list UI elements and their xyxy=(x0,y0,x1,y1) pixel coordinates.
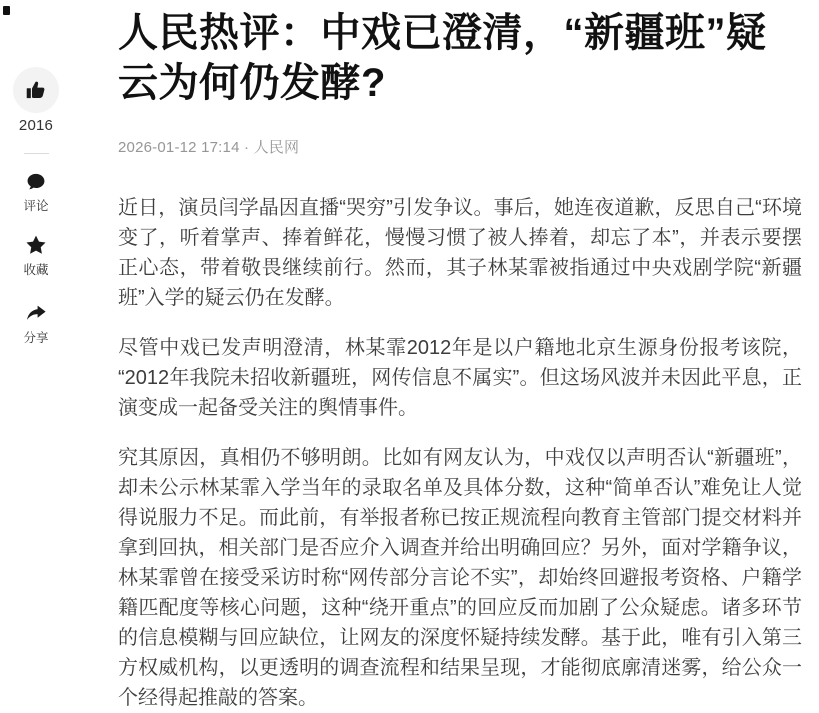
favorite-button[interactable] xyxy=(12,233,60,278)
article-meta: 2026-01-12 17:14 · 人民网 xyxy=(118,139,300,156)
paragraph: 近日，演员闫学晶因直播“哭穷”引发争议。事后，她连夜道歉，反思自己“环境变了，听着掌声、捧着鲜花，慢慢习惯了被人捧着，却忘了本”，并表示要摆正心态，带着敬畏继续前行。然而，其子林某霏被指通过中央戏剧学院“新疆班”入学的疑云仍在发酵。 xyxy=(118,197,802,309)
like-count: 2016 xyxy=(18,117,54,134)
share-label: 分享 xyxy=(23,331,49,345)
like-button[interactable] xyxy=(13,67,59,113)
rail-divider xyxy=(24,153,49,154)
share-button[interactable] xyxy=(12,301,60,346)
paragraph: 究其原因，真相仍不够明朗。比如有网友认为，中戏仅以声明否认“新疆班”，却未公示林某霏入学当年的录取名单及具体分数，这种“简单否认”难免让人觉得说服力不足。而此前，有举报者称已按正规流程向教育主管部门提交材料并拿到回执，相关部门是否应介入调查并给出明确回应？另外，面对学籍争议，林某霏曾在接受采访时称“网传部分言论不实”，却始终回避报考资格、户籍学籍匹配度等核心问题，这种“绕开重点”的回应反而加剧了公众疑虑。诸多环节的信息模糊与回应缺位，让网友的深度怀疑持续发酵。基于此，唯有引入第三方权威机构，以更透明的调查流程和结果呈现，才能彻底廓清迷雾，给公众一个经得起推敲的答案。 xyxy=(118,447,802,709)
paragraph: 尽管中戏已发声明澄清，林某霏2012年是以户籍地北京生源身份报考该院，“2012年我院未招收新疆班，网传信息不属实”。但这场风波并未因此平息，正演变成一起备受关注的舆情事件。 xyxy=(118,337,802,419)
article xyxy=(118,8,802,713)
favorite-label: 收藏 xyxy=(23,263,49,277)
comment-label: 评论 xyxy=(23,199,49,213)
action-rail xyxy=(12,0,62,686)
thumbs-up-icon xyxy=(25,79,48,102)
article-body xyxy=(118,193,802,713)
comment-button[interactable] xyxy=(12,171,60,214)
share-icon xyxy=(24,301,48,325)
page-title: 人民热评：中戏已澄清，“新疆班”疑云为何仍发酵? xyxy=(118,11,767,105)
comment-icon xyxy=(25,171,47,193)
star-icon xyxy=(24,233,48,257)
corner-artifact xyxy=(3,6,10,15)
